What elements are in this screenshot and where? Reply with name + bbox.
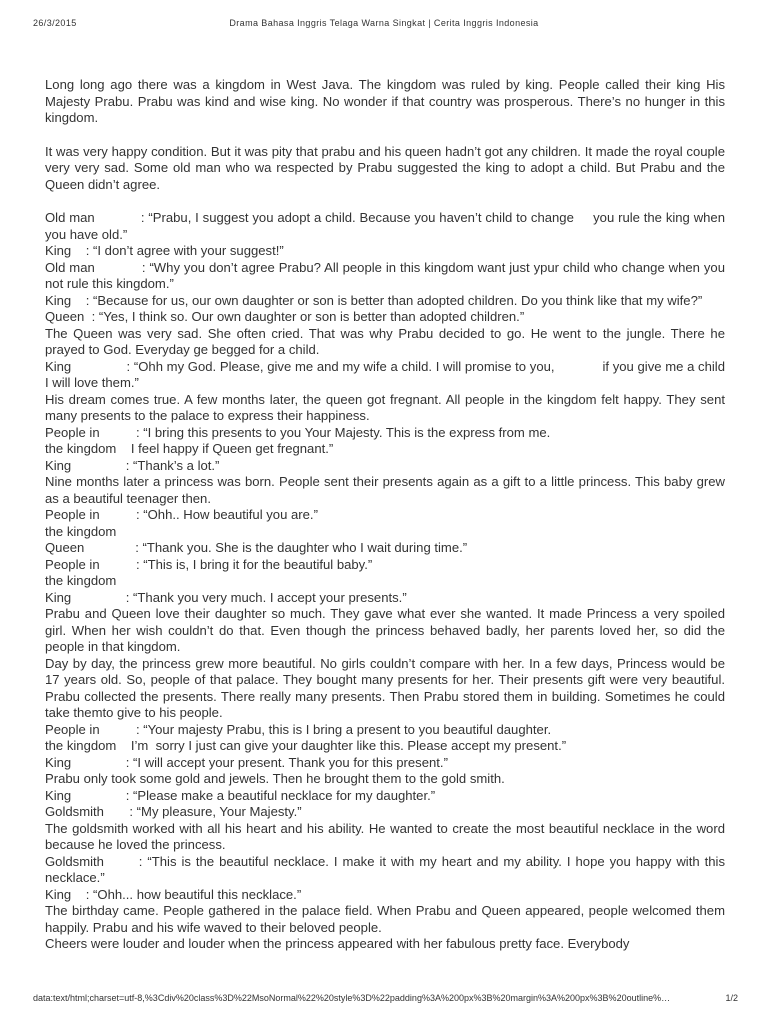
dialogue-line: His dream comes true. A few months later, the queen got fregnant. All people in the kingdom felt happy. They sent many presents to the palace to express their happiness. bbox=[45, 391, 729, 423]
dialogue-line: the kingdom I feel happy if Queen get fregnant.” bbox=[45, 441, 334, 456]
dialogue-line: Goldsmith : “My pleasure, Your Majesty.” bbox=[45, 804, 302, 819]
dialogue-line: Day by day, the princess grew more beautiful. No girls couldn’t compare with her. In a few days, Princess would be 17 years old. So, people of that palace. They bought many presents for her. Their presents gift were very beautiful. Prabu collected the presents. There really many presents. Then Prabu stored them in building. Sometimes he could take themto give to his people. bbox=[45, 655, 729, 720]
page-header bbox=[0, 18, 768, 32]
dialogue-line: King : “I will accept your present. Thank you for this present.” bbox=[45, 754, 448, 770]
dialogue-line: King : “Thank you very much. I accept your presents.” bbox=[45, 589, 407, 605]
dialogue-line: The goldsmith worked with all his heart and his ability. He wanted to create the most beautiful necklace in the word because he loved the princess. bbox=[45, 820, 729, 852]
paragraph: Long long ago there was a kingdom in West Java. The kingdom was ruled by king. People called their king His Majesty Prabu. Prabu was kind and wise king. No wonder if that country was prosperous. There’s no hunger in this kingdom. bbox=[45, 77, 725, 125]
page-title: Drama Bahasa Inggris Telaga Warna Singkat | Cerita Inggris Indonesia bbox=[229, 18, 539, 28]
dialogue-line: People in : “Your majesty Prabu, this is I bring a present to you beautiful daughter. bbox=[45, 721, 552, 737]
dialogue-line: Prabu and Queen love their daughter so much. They gave what ever she wanted. It made Princess a very spoiled girl. When her wish couldn’t do that. Even though the princess behaved badly, her parents loved her, so did the people in that kingdom. bbox=[45, 606, 729, 654]
dialogue-line: People in : “This is, I bring it for the beautiful baby.” bbox=[45, 556, 373, 572]
dialogue-line: Queen : “Yes, I think so. Our own daughter or son is better than adopted children.” bbox=[45, 309, 525, 324]
dialogue-line: The Queen was very sad. She often cried. That was why Prabu decided to go. He went to the jungle. There he prayed to God. Everyday ge begged for a child. bbox=[45, 325, 729, 357]
paragraph: It was very happy condition. But it was pity that prabu and his queen hadn’t got any children. It made the royal couple very very sad. Some old man who wa respected by Prabu suggested the king to adopt a child. But Prabu and the Queen didn’t agree. bbox=[45, 143, 725, 192]
print-date: 26/3/2015 bbox=[33, 18, 77, 28]
dialogue-line: Prabu only took some gold and jewels. Then he brought them to the gold smith. bbox=[45, 771, 505, 786]
dialogue-line: King : “Because for us, our own daughter or son is better than adopted children. Do you think like that my wife?” bbox=[45, 292, 703, 308]
dialogue-line: People in : “I bring this presents to you Your Majesty. This is the express from me. bbox=[45, 424, 551, 440]
dialogue-line: Old man : “Why you don’t agree Prabu? All people in this kingdom want just ypur child who change when you not rule this kingdom.” bbox=[45, 259, 729, 291]
dialogue-line: Cheers were louder and louder when the princess appeared with her fabulous pretty face. Everybody bbox=[45, 936, 630, 951]
dialogue-line: King : “I don’t agree with your suggest!” bbox=[45, 243, 284, 258]
dialogue-line: King : “Ohh... how beautiful this necklace.” bbox=[45, 886, 302, 902]
dialogue-line: King : “Please make a beautiful necklace for my daughter.” bbox=[45, 787, 436, 803]
dialogue-line: The birthday came. People gathered in the palace field. When Prabu and Queen appeared, people welcomed them happily. Prabu and his wife waved to their beloved people. bbox=[45, 903, 729, 935]
dialogue-line: the kingdom bbox=[45, 523, 117, 539]
document-body bbox=[45, 77, 729, 953]
dialogue-line: the kingdom bbox=[45, 573, 117, 588]
dialogue-line: Old man : “Prabu, I suggest you adopt a child. Because you haven’t child to change you rule the king when you have old.” bbox=[45, 210, 729, 242]
dialogue-line: Nine months later a princess was born. People sent their presents again as a gift to a little princess. This baby grew as a beautiful teenager then. bbox=[45, 474, 729, 506]
dialogue-lines bbox=[45, 210, 729, 953]
dialogue-line: People in : “Ohh.. How beautiful you are.” bbox=[45, 507, 318, 522]
source-url: data:text/html;charset=utf-8,%3Cdiv%20class%3D%22MsoNormal%22%20style%3D%22padding%3A%200px%3B%20margin%3A%200px%3B%20outline%… bbox=[33, 993, 671, 1003]
dialogue-line: the kingdom I’m sorry I just can give your daughter like this. Please accept my present.” bbox=[45, 738, 567, 753]
dialogue-line: Queen : “Thank you. She is the daughter who I wait during time.” bbox=[45, 540, 468, 555]
dialogue-line: Goldsmith : “This is the beautiful necklace. I make it with my heart and my ability. I hope you happy with this necklace.” bbox=[45, 853, 729, 885]
page-footer bbox=[33, 993, 738, 1007]
dialogue-line: King : “Ohh my God. Please, give me and my wife a child. I will promise to you, if you give me a child I will love them.” bbox=[45, 358, 729, 390]
page-number: 1/2 bbox=[725, 993, 738, 1003]
dialogue-line: King : “Thank’s a lot.” bbox=[45, 457, 220, 473]
